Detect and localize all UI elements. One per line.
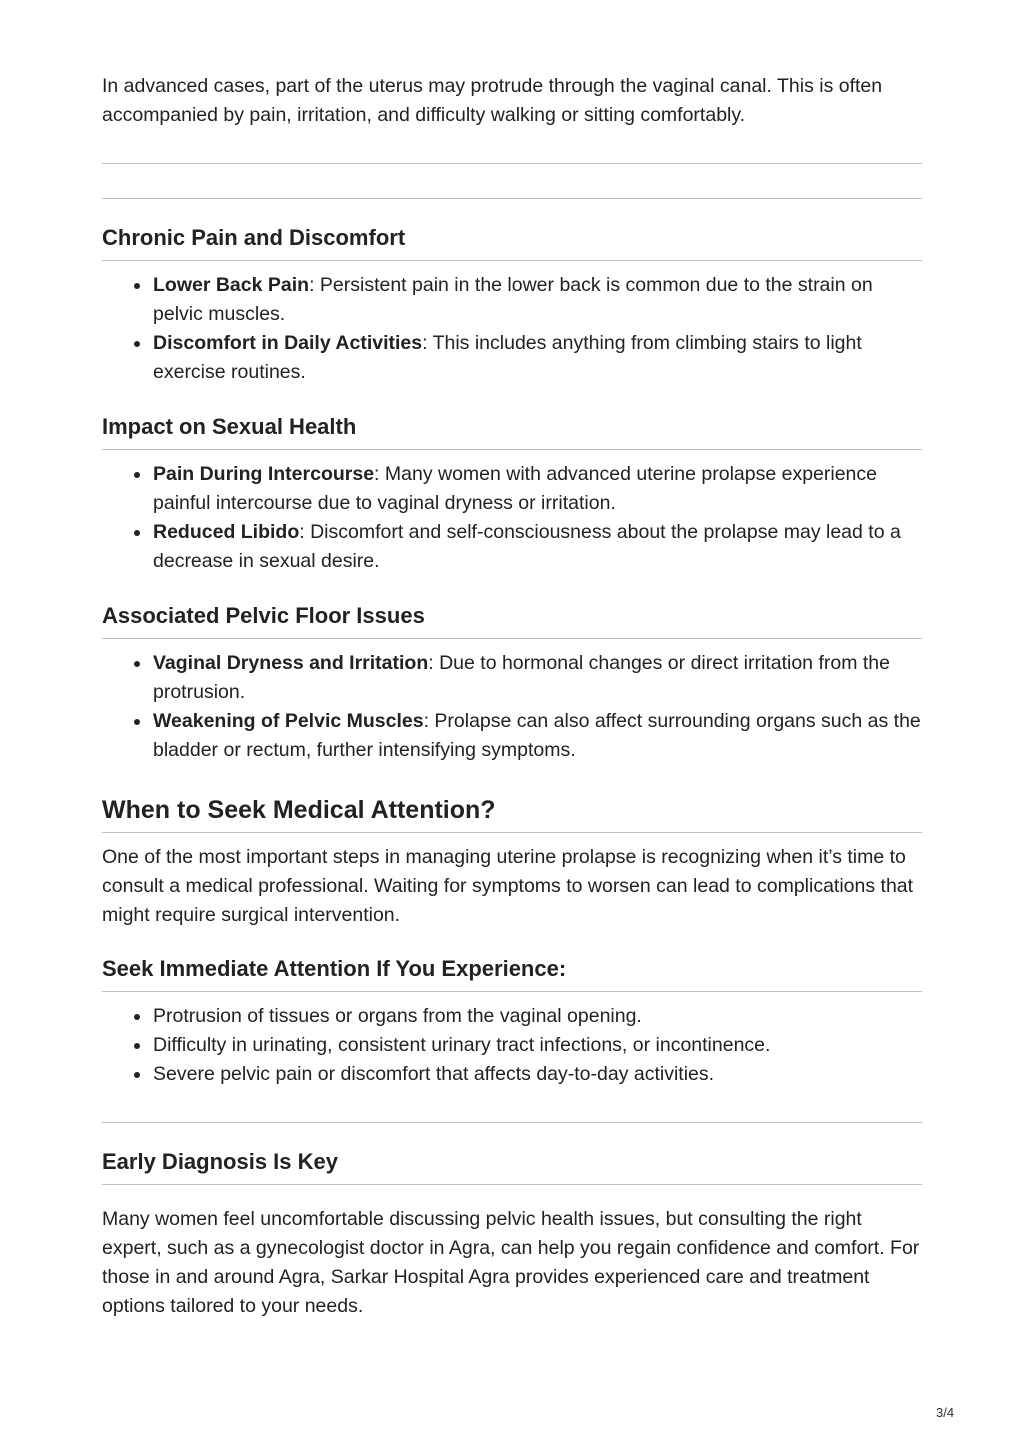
chronic-pain-heading: Chronic Pain and Discomfort [102,223,922,261]
list-item-text: : Due to hormonal changes or direct irritation from the protrusion. [153,652,890,703]
list-item: Severe pelvic pain or discomfort that affects day-to-day activities. [153,1060,922,1089]
immediate-attention-heading: Seek Immediate Attention If You Experience: [102,954,922,992]
list-item [153,329,922,387]
list-item: Difficulty in urinating, consistent urinary tract infections, or incontinence. [153,1031,922,1060]
early-diagnosis-paragraph: Many women feel uncomfortable discussing pelvic health issues, but consulting the right expert, such as a gynecologist doctor in Agra, can help you regain confidence and comfort. For those in and around Agra, Sarkar Hospital Agra provides experienced care and treatment options tailored to your needs. [102,1208,920,1317]
list-item [153,460,922,518]
list-item-term: Lower Back Pain [153,274,310,296]
list-item-text: : Persistent pain in the lower back is common due to the strain on pelvic muscles. [153,274,873,325]
list-item-term: Reduced Libido [153,521,300,543]
divider [102,1122,922,1123]
document-page [102,72,922,1321]
medical-attention-paragraph: One of the most important steps in managing uterine prolapse is recognizing when it’s time to consult a medical professional. Waiting for symptoms to worsen can lead to complications that might require surgical intervention. [102,846,914,926]
list-item: Protrusion of tissues or organs from the vaginal opening. [153,1002,922,1031]
list-item-text: : Prolapse can also affect surrounding organs such as the bladder or rectum, further intensifying symptoms. [153,710,921,761]
list-item-term: Vaginal Dryness and Irritation [153,652,429,674]
early-diagnosis-heading: Early Diagnosis Is Key [102,1147,922,1185]
list-item-text: : This includes anything from climbing stairs to light exercise routines. [153,332,862,383]
page-number: 3/4 [936,1405,955,1420]
list-item-text: : Many women with advanced uterine prolapse experience painful intercourse due to vaginal dryness or irritation. [153,463,878,514]
divider [102,163,922,164]
list-item-term: Weakening of Pelvic Muscles [153,710,424,732]
chronic-pain-list [102,271,922,387]
list-item-term: Pain During Intercourse [153,463,375,485]
list-item [153,707,922,765]
list-item-term: Discomfort in Daily Activities [153,332,423,354]
medical-attention-heading: When to Seek Medical Attention? [102,793,922,833]
list-item [153,271,922,329]
list-item-text: : Discomfort and self-consciousness about the prolapse may lead to a decrease in sexual desire. [153,521,901,572]
pelvic-floor-list [102,649,922,765]
divider [102,198,922,199]
list-item [153,649,922,707]
sexual-health-heading: Impact on Sexual Health [102,412,922,450]
list-item [153,518,922,576]
pelvic-floor-heading: Associated Pelvic Floor Issues [102,601,922,639]
immediate-attention-list [102,1002,922,1089]
intro-paragraph: In advanced cases, part of the uterus may protrude through the vaginal canal. This is often accompanied by pain, irritation, and difficulty walking or sitting comfortably. [102,75,883,126]
sexual-health-list [102,460,922,576]
